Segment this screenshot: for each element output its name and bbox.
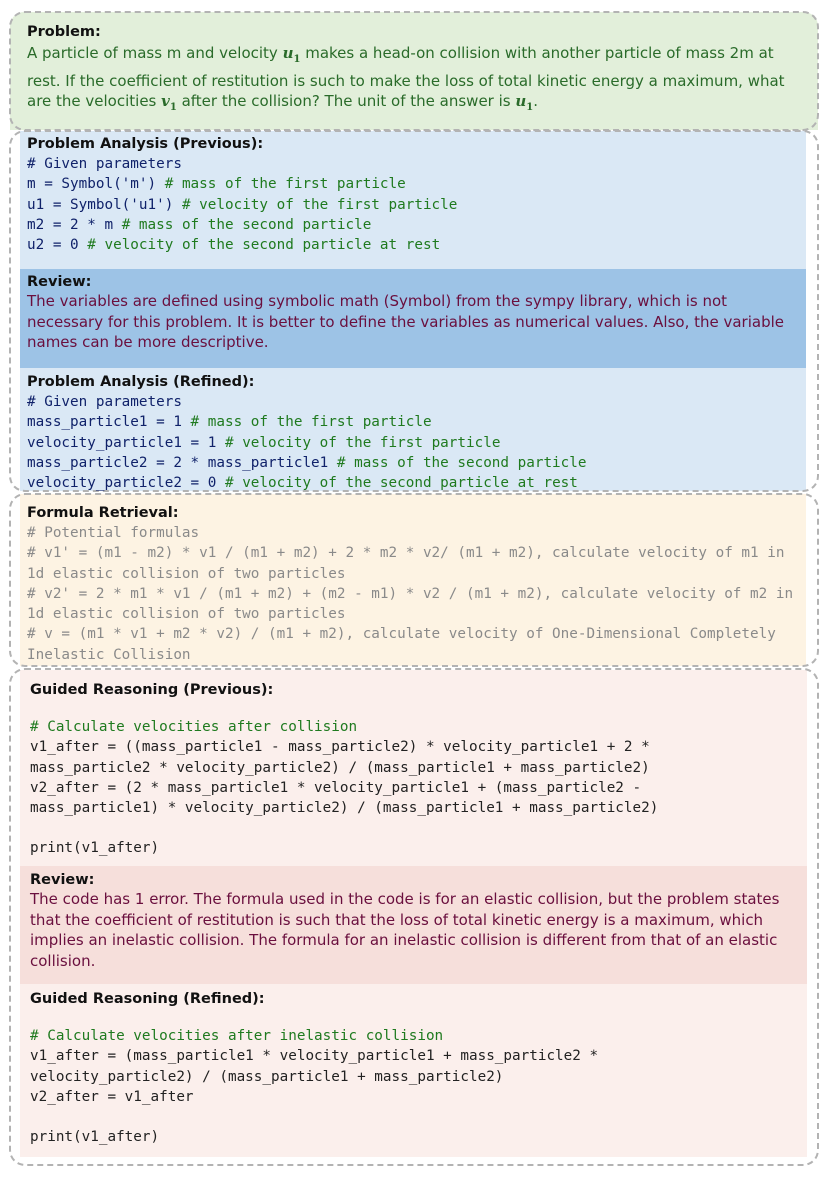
analysis-previous [27,136,807,255]
review-2 [30,872,800,971]
code-line: m2 = 2 * m # mass of the second particle [27,216,372,233]
code-line: m = Symbol('m') # mass of the first particle [27,176,406,193]
code-line: mass_particle2 = 2 * mass_particle1 # mass of the second particle [27,454,587,471]
guided-refined [30,991,805,1147]
symbol-u1: $u_1$ [282,44,301,65]
problem-text-b: makes a head-on collision with another particle of mass 2m at rest. If the coefficient of restitution is such to make the loss of total kinetic energy a maximum, what are the velocities [27,44,785,110]
analysis-refined-label: Problem Analysis (Refined): [27,374,255,390]
analysis-refined-code [27,392,807,493]
code-line: velocity_particle2 = 0 # velocity of the second particle at rest [27,475,578,492]
guided-refined-code: v1_after = (mass_particle1 * velocity_particle1 + mass_particle2 * velocity_particle2) / (mass_particle1 + mass_particle2) v2_after = v1_after [30,1048,599,1105]
guided-previous-print: print(v1_after) [30,840,160,857]
review-1-text: The variables are defined using symbolic math (Symbol) from the sympy library, which is not necessary for this problem. It is better to define the variables as numerical values. Also, the variable names can be more descriptive. [27,292,785,351]
code-line: # Given parameters [27,156,182,172]
code-line: mass_particle1 = 1 # mass of the first particle [27,414,432,431]
review-2-text: The code has 1 error. The formula used in the code is for an elastic collision, but the problem states that the coefficient of restitution is such that the loss of total kinetic energy is a maximum, which implies an inelastic collision. The formula for an inelastic collision is different from that of an elastic collision. [30,890,780,970]
guided-previous-code: v1_after = ((mass_particle1 - mass_particle2) * velocity_particle1 + 2 * mass_particle2 * velocity_particle2) / (mass_particle1 + mass_particle2) v2_after = (2 * mass_particle1 * velocity_particle1 + (mass_particle2 - mass_particle1) * velocity_particle2) / (mass_particle1 + mass_particle2) [30,739,659,817]
analysis-previous-label: Problem Analysis (Previous): [27,136,264,152]
symbol-u1-unit: $u_1$ [515,92,534,113]
symbol-v1: $v_1$ [161,92,177,113]
problem-section [27,24,807,119]
code-line: # Given parameters [27,394,182,410]
analysis-previous-code [27,154,807,255]
guided-previous-label: Guided Reasoning (Previous): [30,682,274,698]
problem-label: Problem: [27,24,101,40]
code-line: u2 = 0 # velocity of the second particle at rest [27,237,441,254]
review-2-label: Review: [30,872,95,888]
guided-refined-print: print(v1_after) [30,1129,160,1146]
code-line: u1 = Symbol('u1') # velocity of the first particle [27,196,458,213]
code-line: velocity_particle1 = 1 # velocity of the first particle [27,434,501,451]
problem-text-c: after the collision? The unit of the answer is [176,92,516,110]
guided-previous [30,682,805,859]
review-1 [27,274,797,353]
problem-text-d: . [533,92,539,110]
guided-refined-comment: # Calculate velocities after inelastic collision [30,1028,444,1044]
guided-refined-label: Guided Reasoning (Refined): [30,991,265,1007]
formula-text: # Potential formulas # v1' = (m1 - m2) * v1 / (m1 + m2) + 2 * m2 * v2/ (m1 + m2), calculate velocity of m1 in 1d elastic collision of two particles # v2' = 2 * m1 * v1 / (m1 + m2) + (m2 - m1) * v2 / (m1 + m2), calculate velocity of m2 in 1d elastic collision of two particles # v = (m1 * v1 + m2 * v2) / (m1 + m2), calculate velocity of One-Dimensional Completely Inelastic Collision [27,525,794,663]
guided-previous-comment: # Calculate velocities after collision [30,719,358,735]
review-1-label: Review: [27,274,92,290]
problem-text-a: A particle of mass m and velocity [27,44,283,62]
analysis-refined [27,374,807,493]
formula-label: Formula Retrieval: [27,505,179,521]
formula-section [27,505,802,665]
problem-text [27,43,807,119]
